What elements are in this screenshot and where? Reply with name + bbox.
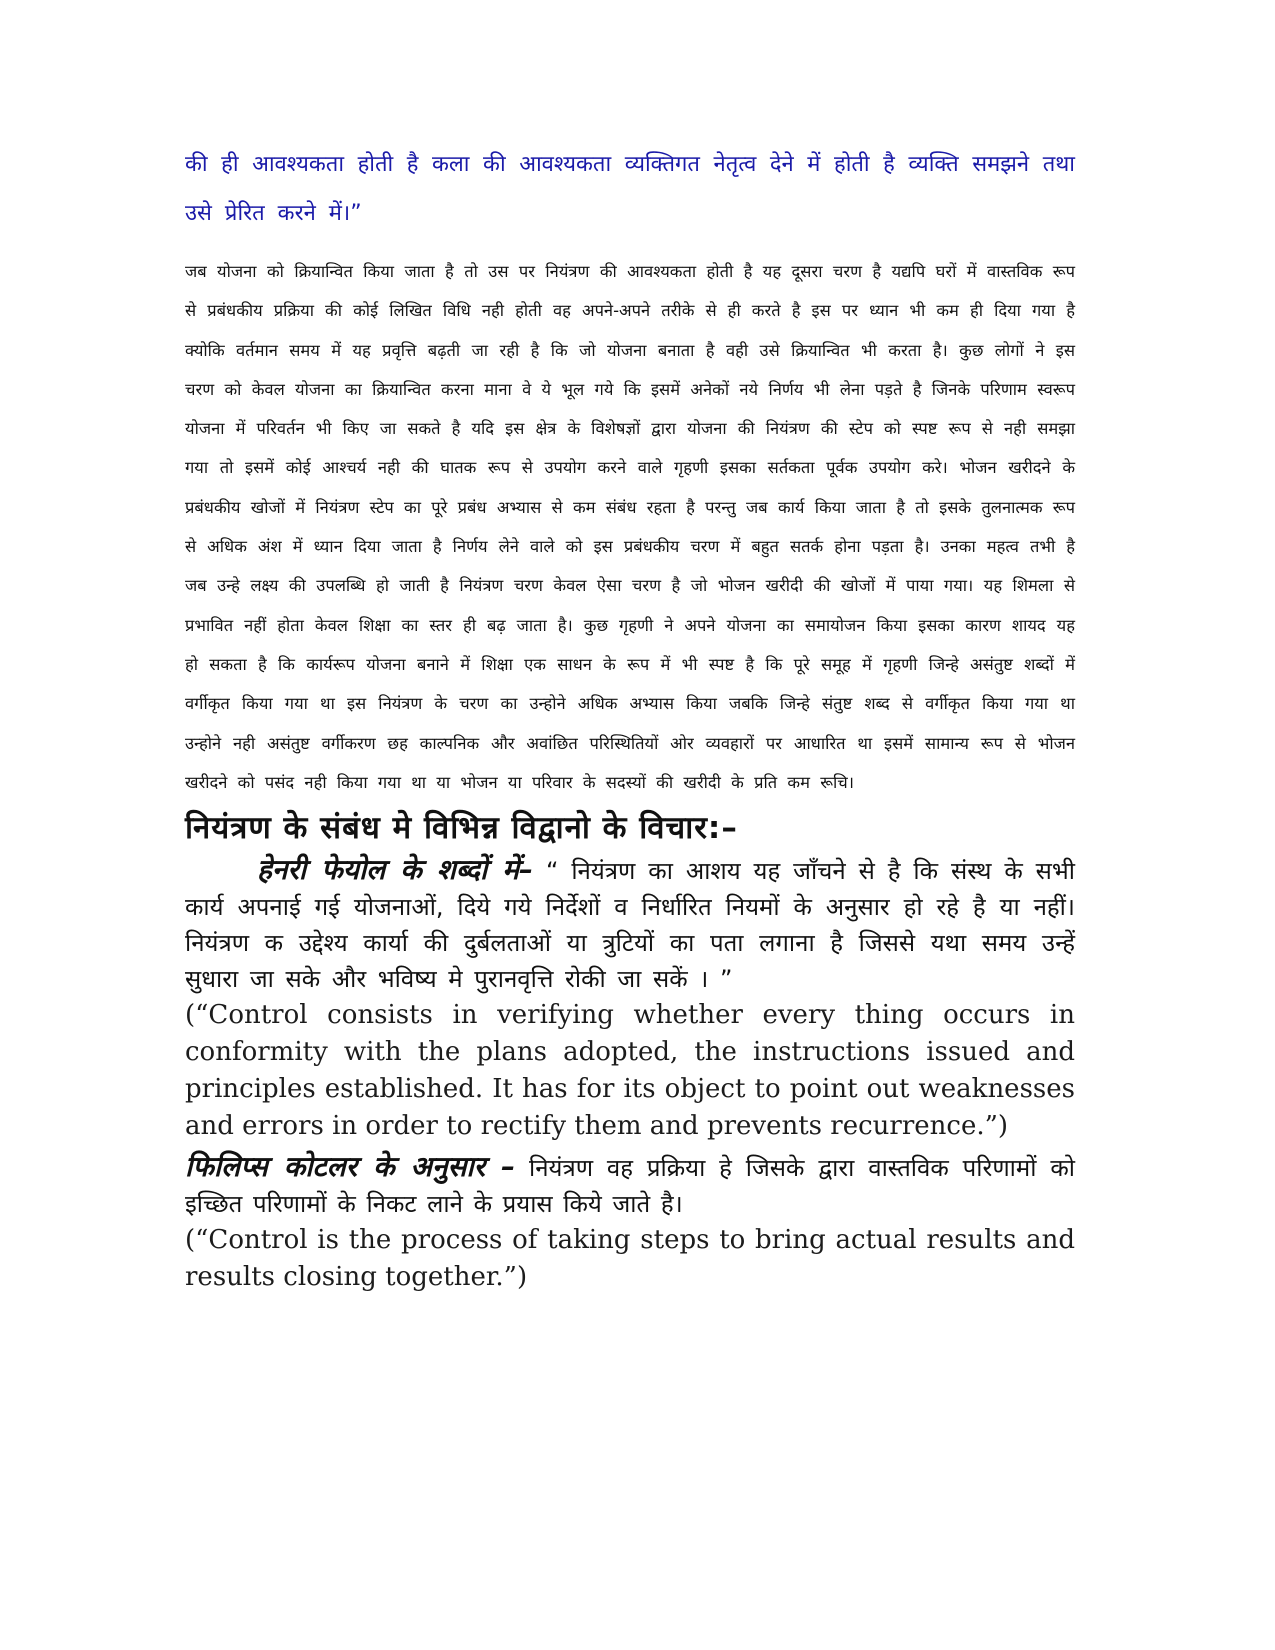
- kotler-hindi-text: नियंत्रण वह प्रक्रिया हे जिसके द्वारा वास्तविक परिणामों को इच्छित परिणामों के निकट लाने के प्रयास किये जाते है।: [185, 1154, 1075, 1219]
- opening-quote: की ही आवश्यकता होती है कला की आवश्यकता व्यक्तिगत नेतृत्व देने में होती है व्यक्ति समझने तथा उसे प्रेरित करने में।”: [185, 152, 1075, 226]
- kotler-english-quote: (“Control is the process of taking steps to bring actual results and results closing together.”): [185, 1225, 1075, 1293]
- kotler-definition: [185, 1149, 1075, 1222]
- kotler-name: फिलिप्स कोटलर के अनुसार –: [185, 1150, 516, 1184]
- main-paragraph: जब योजना को क्रियान्वित किया जाता है तो उस पर नियंत्रण की आवश्यकता होती है यह दूसरा चरण है यद्यपि घरों में वास्तविक रूप से प्रबंधकीय प्रक्रिया की कोई लिखित विधि नही होती वह अपने-अपने तरीके से ही करते है इस पर ध्यान भी कम ही दिया गया है क्योकि वर्तमान समय में यह प्रवृत्ति बढ़ती जा रही है कि जो योजना बनाता है वही उसे क्रियान्वित भी करता है। कुछ लोगों ने इस चरण को केवल योजना का क्रियान्वित करना माना वे ये भूल गये कि इसमें अनेकों नये निर्णय भी लेना पड़ते है जिनके परिणाम स्वरूप योजना में परिवर्तन भी किए जा सकते है यदि इस क्षेत्र के विशेषज्ञों द्वारा योजना की नियंत्रण की स्टेप को स्पष्ट रूप से नही समझा गया तो इसमें कोई आश्चर्य नही की घातक रूप से उपयोग करने वाले गृहणी इसका सर्तकता पूर्वक उपयोग करे। भोजन खरीदने के प्रबंधकीय खोजों में नियंत्रण स्टेप का पूरे प्रबंध अभ्यास से कम संबंध रहता है परन्तु जब कार्य किया जाता है तो इसके तुलनात्मक रूप से अधिक अंश में ध्यान दिया जाता है निर्णय लेने वाले को इस प्रबंधकीय चरण में बहुत सतर्क होना पड़ता है। उनका महत्व तभी है जब उन्हे लक्ष्य की उपलब्धि हो जाती है नियंत्रण चरण केवल ऐसा चरण है जो भोजन खरीदी की खोजों में पाया गया। यह शिमला से प्रभावित नहीं होता केवल शिक्षा का स्तर ही बढ़ जाता है। कुछ गृहणी ने अपने योजना का समायोजन किया इसका कारण शायद यह हो सकता है कि कार्यरूप योजना बनाने में शिक्षा एक साधन के रूप में भी स्पष्ट है कि पूरे समूह में गृहणी जिन्हे असंतुष्ट शब्दों में वर्गीकृत किया गया था इस नियंत्रण के चरण का उन्होने अधिक अभ्यास किया जबकि जिन्हे संतुष्ट शब्द से वर्गीकृत किया गया था उन्होने नही असंतुष्ट वर्गीकरण छह काल्पनिक और अवांछित परिस्थितियों ओर व्यवहारों पर आधारित था इसमें सामान्य रूप से भोजन खरीदने को पसंद नही किया गया था या भोजन या परिवार के सदस्यों की खरीदी के प्रति कम रूचि।: [185, 262, 1075, 792]
- fayol-name: हेनरी फेयोल के शब्दों में–: [257, 853, 534, 887]
- page-content: [185, 140, 1075, 1296]
- fayol-hindi-text: “ नियंत्रण का आशय यह जाँचने से है कि संस्थ के सभी कार्य अपनाई गई योजनाओं, दिये गये निर्देशों व निर्धारित नियमों के अनुसार हो रहे है या नहीं। नियंत्रण क उद्देश्य कार्या की दुर्बलताओं या त्रुटियों का पता लगाना है जिससे यथा समय उन्हें सुधारा जा सके और भविष्य मे पुरानवृत्ति रोकी जा सकें । ”: [185, 857, 1075, 994]
- fayol-english-quote: (“Control consists in verifying whether every thing occurs in conformity with the plans adopted, the instructions issued and principles established. It has for its object to point out weaknesses and errors in order to rectify them and prevents recurrence.”): [185, 1000, 1075, 1142]
- section-heading: नियंत्रण के संबंध मे विभिन्न विद्वानो के विचार:–: [185, 810, 738, 847]
- fayol-definition: [185, 852, 1075, 997]
